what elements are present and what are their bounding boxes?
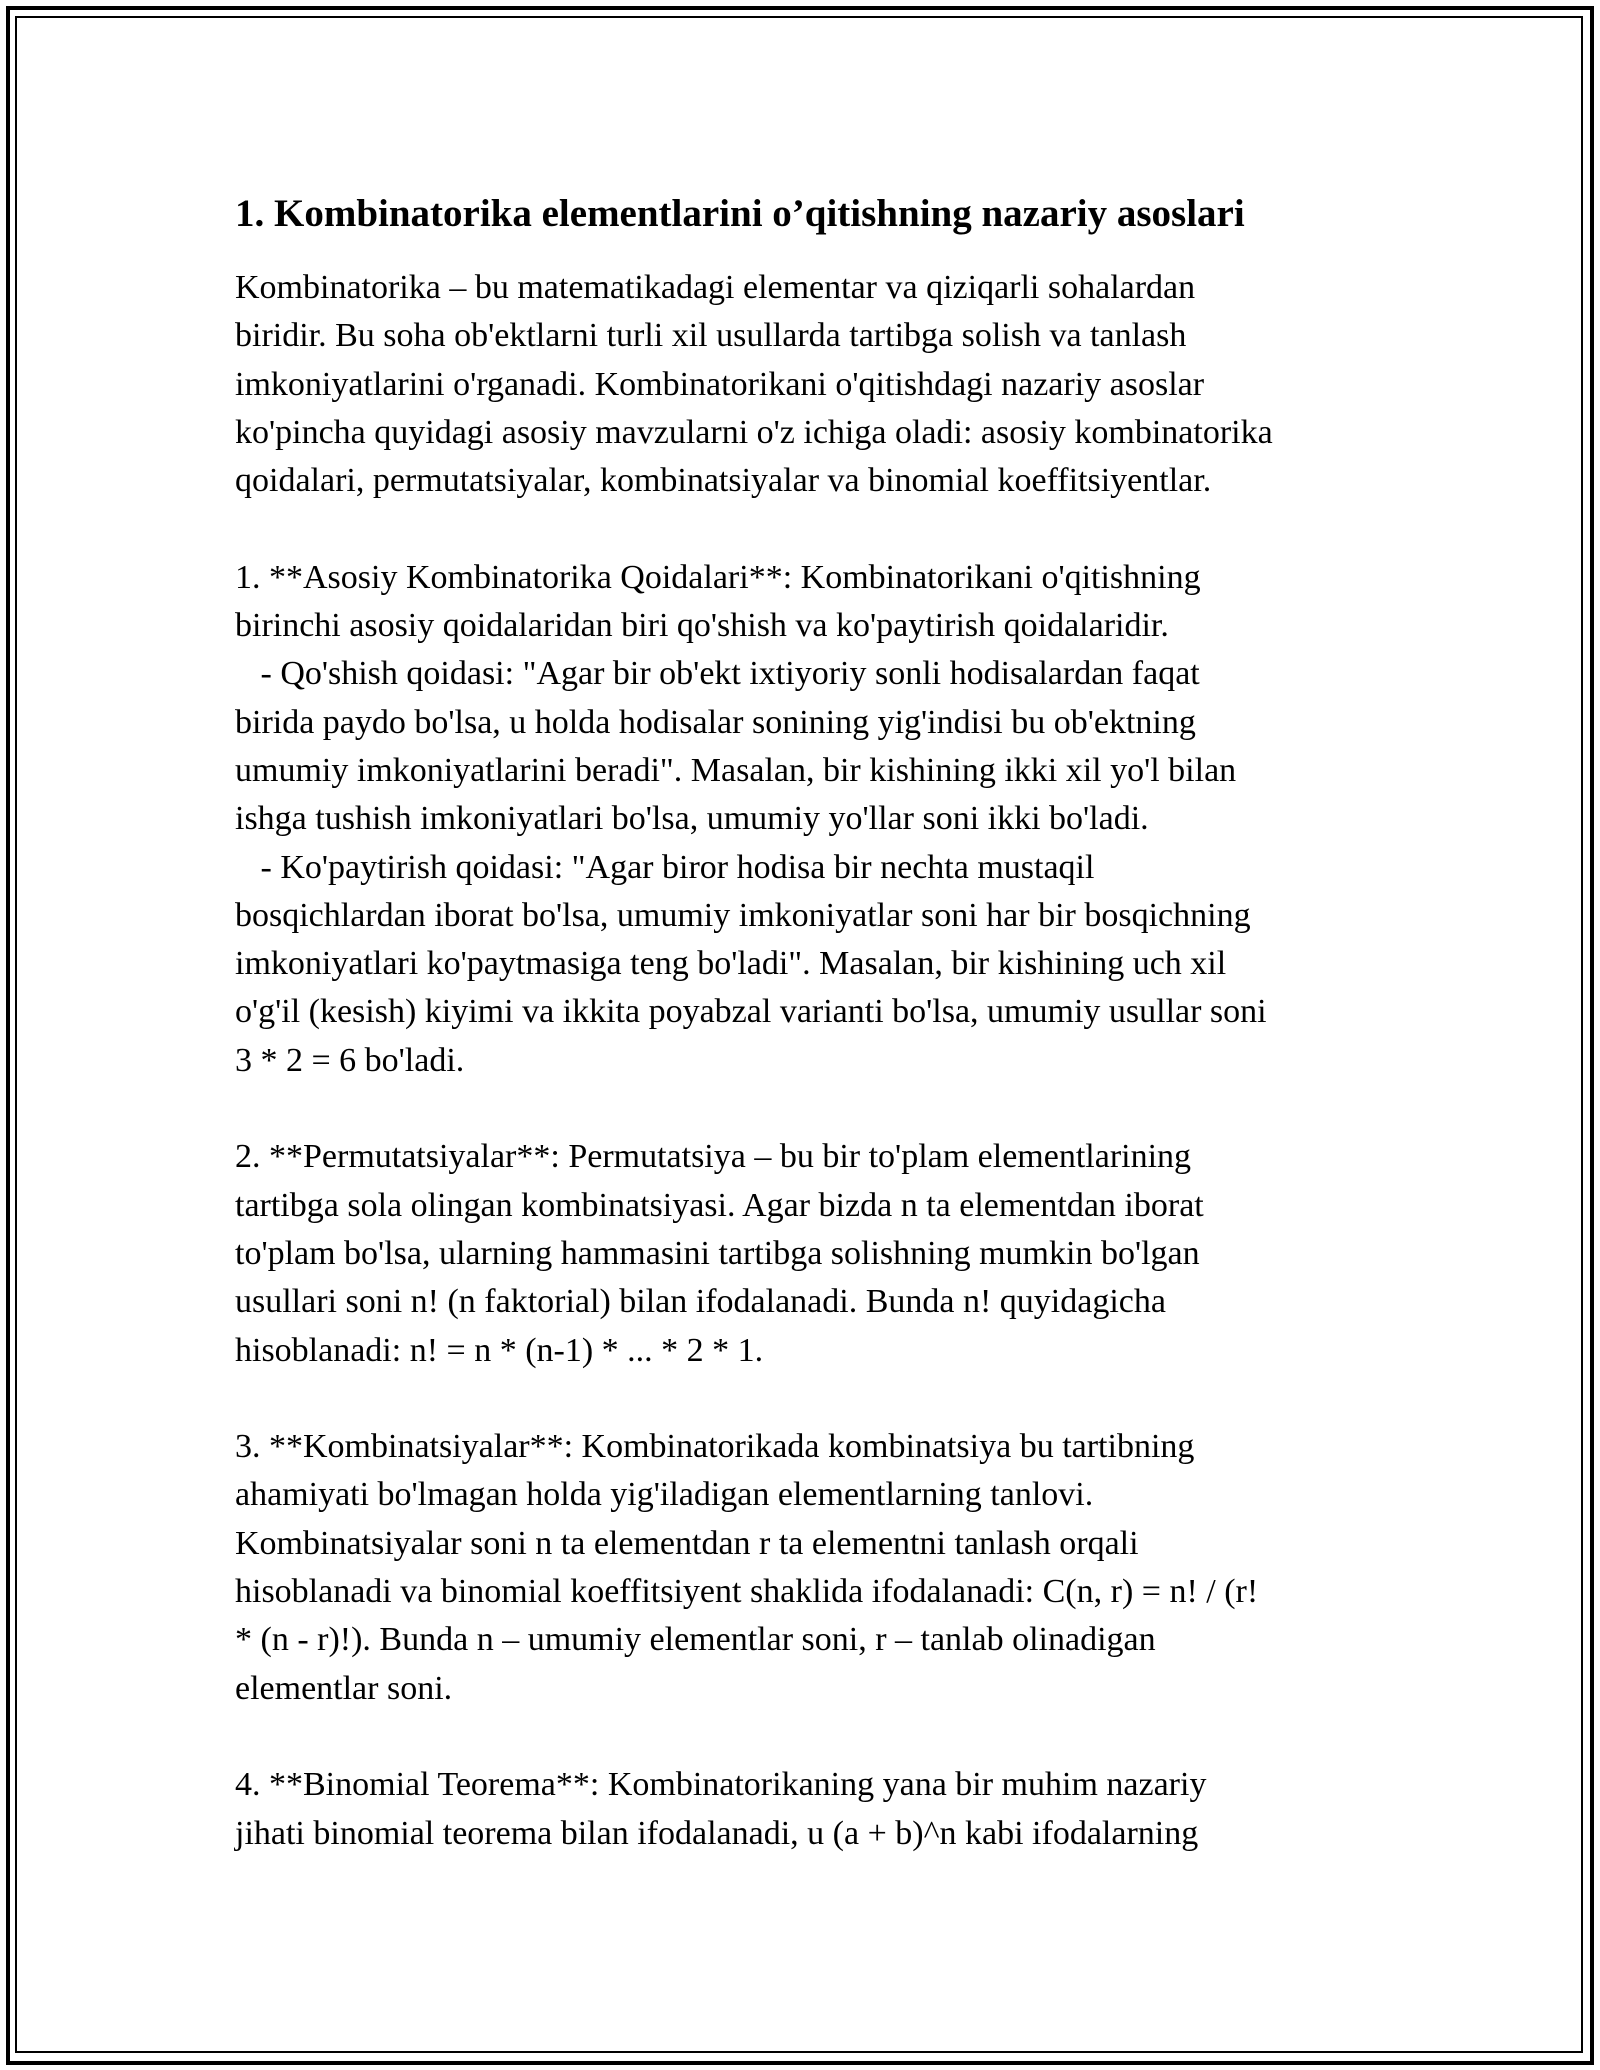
text-line: birinchi asosiy qoidalaridan biri qo'shish va ko'paytirish qoidalaridir. [235, 607, 1169, 645]
text-line: usullari soni n! (n faktorial) bilan ifodalanadi. Bunda n! quyidagicha [235, 1283, 1166, 1321]
text-line: * (n - r)!). Bunda n – umumiy elementlar soni, r – tanlab olinadigan [235, 1621, 1156, 1659]
text-line: bosqichlardan iborat bo'lsa, umumiy imkoniyatlar soni har bir bosqichning [235, 896, 1251, 934]
document-content [235, 186, 1365, 1858]
section-heading: 1. Kombinatorika elementlarini o’qitishning nazariy asoslari [235, 192, 1245, 235]
text-line: imkoniyatlarini o'rganadi. Kombinatorikani o'qitishdagi nazariy asoslar [235, 365, 1205, 403]
text-line: birida paydo bo'lsa, u holda hodisalar sonining yig'indisi bu ob'ektning [235, 703, 1196, 741]
text-line: ishga tushish imkoniyatlari bo'lsa, umumiy yo'llar soni ikki bo'ladi. [235, 800, 1149, 838]
paragraph-spacer [235, 1375, 1365, 1423]
text-line: ahamiyati bo'lmagan holda yig'iladigan elementlarning tanlovi. [235, 1476, 1094, 1514]
paragraph-spacer [235, 1085, 1365, 1133]
paragraph-introduction [235, 264, 1365, 505]
text-line: hisoblanadi va binomial koeffitsiyent shaklida ifodalanadi: C(n, r) = n! / (r! [235, 1573, 1259, 1611]
paragraph-spacer [235, 505, 1365, 553]
text-line: o'g'il (kesish) kiyimi va ikkita poyabzal varianti bo'lsa, umumiy usullar soni [235, 993, 1267, 1031]
text-line: hisoblanadi: n! = n * (n-1) * ... * 2 * 1. [235, 1331, 764, 1369]
paragraph-permutations [235, 1133, 1365, 1374]
text-line: 2. **Permutatsiyalar**: Permutatsiya – bu bir to'plam elementlarining [235, 1138, 1192, 1176]
text-line: 1. **Asosiy Kombinatorika Qoidalari**: Kombinatorikani o'qitishning [235, 558, 1201, 596]
text-line: to'plam bo'lsa, ularning hammasini tartibga solishning mumkin bo'lgan [235, 1234, 1200, 1272]
text-line: jihati binomial teorema bilan ifodalanadi, u (a + b)^n kabi ifodalarning [235, 1814, 1199, 1852]
text-line: ko'pincha quyidagi asosiy mavzularni o'z ichiga oladi: asosiy kombinatorika [235, 413, 1273, 451]
text-line: imkoniyatlari ko'paytmasiga teng bo'ladi". Masalan, bir kishining uch xil [235, 945, 1227, 983]
text-line: 3 * 2 = 6 bo'ladi. [235, 1041, 465, 1079]
text-line: Kombinatorika – bu matematikadagi elementar va qiziqarli sohalardan [235, 269, 1196, 306]
text-line: - Qo'shish qoidasi: "Agar bir ob'ekt ixtiyoriy sonli hodisalardan faqat [235, 655, 1200, 693]
paragraph-basic-rules [235, 554, 1365, 1085]
text-line: qoidalari, permutatsiyalar, kombinatsiyalar va binomial koeffitsiyentlar. [235, 462, 1212, 500]
text-line: 4. **Binomial Teorema**: Kombinatorikaning yana bir muhim nazariy [235, 1766, 1207, 1804]
document-body [235, 264, 1365, 1858]
paragraph-spacer [235, 1713, 1365, 1761]
text-line: elementlar soni. [235, 1669, 453, 1707]
text-line: biridir. Bu soha ob'ektlarni turli xil usullarda tartibga solish va tanlash [235, 317, 1187, 355]
text-line: tartibga sola olingan kombinatsiyasi. Agar bizda n ta elementdan iborat [235, 1186, 1204, 1224]
text-line: Kombinatsiyalar soni n ta elementdan r ta elementni tanlash orqali [235, 1524, 1139, 1562]
paragraph-combinations [235, 1423, 1365, 1713]
text-line: - Ko'paytirish qoidasi: "Agar biror hodisa bir nechta mustaqil [235, 848, 1095, 886]
paragraph-binomial-theorem [235, 1761, 1365, 1858]
text-line: umumiy imkoniyatlarini beradi". Masalan, bir kishining ikki xil yo'l bilan [235, 751, 1237, 789]
text-line: 3. **Kombinatsiyalar**: Kombinatorikada kombinatsiya bu tartibning [235, 1428, 1195, 1466]
